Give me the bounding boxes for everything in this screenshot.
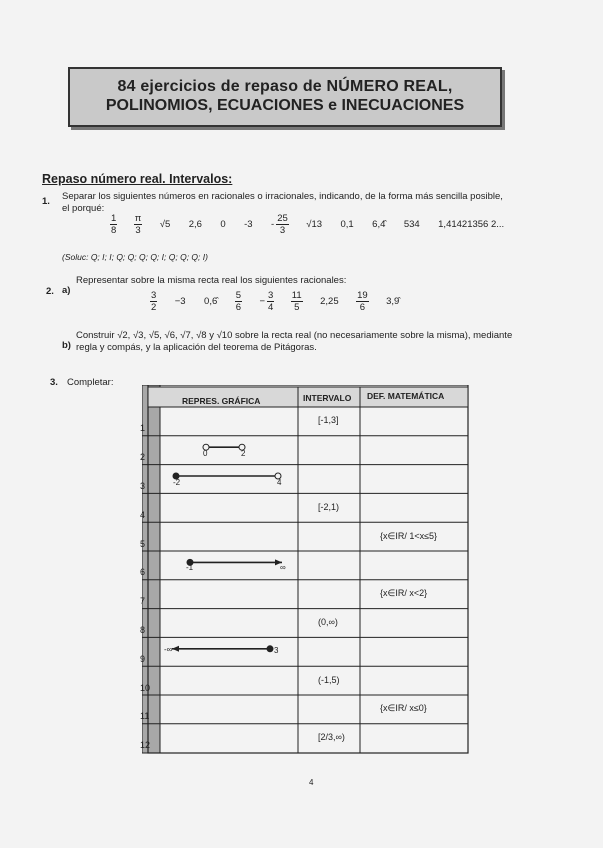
- section-heading: Repaso número real. Intervalos:: [42, 172, 233, 186]
- row-number: 1: [140, 423, 146, 434]
- fraction: $\frac{3}{2}$: [151, 290, 157, 313]
- header-def-matematica: DEF. MATEMÁTICA: [367, 391, 445, 401]
- row-number: 2: [140, 452, 146, 463]
- number-item: -3: [244, 219, 253, 230]
- cell-intervalo: [-2,1): [318, 501, 340, 512]
- ex1-text-line-1: Separar los siguientes números en racionales o irracionales, indicando, de la forma más sencilla posible,: [62, 191, 503, 202]
- ex2-b-roots: √2, √3, √5, √6, √7, √8 y √10: [117, 330, 233, 341]
- number-item: 0,1: [340, 219, 354, 230]
- number-item: 2,6: [188, 219, 202, 230]
- row-number: 7: [140, 596, 146, 607]
- ex2-number-list: [144, 290, 406, 313]
- number-item: 0: [220, 219, 226, 230]
- fraction: $\frac{\pi}{3}$: [134, 213, 142, 236]
- fraction: $\frac{3}{4}$: [268, 290, 274, 313]
- number-item: −3: [174, 296, 186, 307]
- cell-def-matematica: {x∈IR/ x<2}: [380, 588, 428, 599]
- ex1-solution: (Soluc: Q; I; I; Q; Q; Q; Q; I; Q; Q; Q; I): [62, 252, 208, 262]
- intervals-table: [142, 385, 472, 755]
- fraction: $\frac{11}{5}$: [291, 290, 302, 313]
- row-number: 6: [140, 567, 146, 578]
- row-number: 5: [140, 538, 146, 549]
- graph-label-start: -2: [173, 478, 181, 487]
- fraction: $\frac{25}{3}$: [277, 213, 288, 236]
- sign: −: [259, 296, 266, 307]
- ex2-b-text-line-1: [76, 330, 512, 342]
- graph-label-start: 0: [203, 449, 208, 459]
- header-intervalo: INTERVALO: [303, 393, 352, 403]
- graph-label-start: -1: [186, 563, 194, 573]
- number-item: 3,9̂: [386, 296, 400, 307]
- number-item: √5: [159, 219, 171, 230]
- number-item: 534: [403, 219, 420, 230]
- cell-def-matematica: {x∈IR/ x≤0}: [380, 703, 427, 714]
- ex1-text-line-2: el porqué:: [62, 203, 105, 214]
- fraction: $\frac{1}{8}$: [111, 213, 117, 236]
- title-line-2: POLINOMIOS, ECUACIONES e INECUACIONES: [105, 97, 465, 114]
- graph-label-end: ∞: [280, 563, 286, 573]
- sign: -: [271, 219, 275, 230]
- row-number: 3: [140, 481, 146, 491]
- ex2-number: 2.: [46, 286, 54, 297]
- arrow-left-icon: [172, 646, 179, 652]
- graph-label-end: 3: [274, 645, 279, 655]
- ex3-number: 3.: [50, 377, 58, 388]
- cell-def-matematica: {x∈IR/ 1<x≤5}: [380, 530, 438, 541]
- row-number: 9: [140, 653, 146, 664]
- graph-label-end: 4: [277, 478, 282, 487]
- cell-intervalo: [-1,3]: [318, 415, 339, 426]
- title-box: [68, 67, 502, 127]
- ex1-number-list: [104, 213, 511, 236]
- ex2-a-text: Representar sobre la misma recta real los siguientes racionales:: [76, 275, 347, 286]
- ex2-b-text-line-2: regla y compás, y la aplicación del teorema de Pitágoras.: [76, 342, 317, 353]
- row-number: 12: [140, 740, 151, 751]
- ex3-text: Completar:: [67, 377, 114, 388]
- cell-intervalo: (0,∞): [318, 617, 338, 627]
- number-item: 0,6̂: [204, 296, 218, 307]
- fraction: $\frac{5}{6}$: [235, 290, 242, 313]
- number-item: 2,25: [320, 296, 339, 307]
- ex1-number: 1.: [42, 196, 50, 207]
- title-line-1: 84 ejercicios de repaso de NÚMERO REAL,: [117, 78, 453, 95]
- row-number: 11: [140, 711, 150, 722]
- header-repres-grafica: REPRES. GRÁFICA: [182, 396, 261, 406]
- ex2-b-construir: Construir: [76, 330, 115, 341]
- page-number: 4: [309, 778, 314, 787]
- row-number: 10: [140, 682, 151, 693]
- closed-endpoint: [267, 646, 273, 652]
- fraction: $\frac{19}{6}$: [357, 290, 368, 313]
- number-item: 6,4̂: [372, 219, 386, 230]
- ex2-b-label: b): [62, 340, 71, 351]
- row-number: 8: [140, 625, 146, 635]
- graph-label-end: 2: [241, 449, 246, 459]
- ex2-b-text-post: sobre la recta real (no necesariamente sobre la misma), mediante: [235, 330, 513, 341]
- cell-intervalo: [2/3,∞): [318, 732, 345, 743]
- row-number: 4: [140, 509, 146, 520]
- cell-intervalo: (-1,5): [318, 674, 340, 685]
- number-item: 1,41421356 2...: [438, 219, 505, 230]
- graph-label-start: -∞: [164, 644, 173, 654]
- number-item: √13: [306, 219, 323, 230]
- ex2-a-label: a): [62, 285, 71, 296]
